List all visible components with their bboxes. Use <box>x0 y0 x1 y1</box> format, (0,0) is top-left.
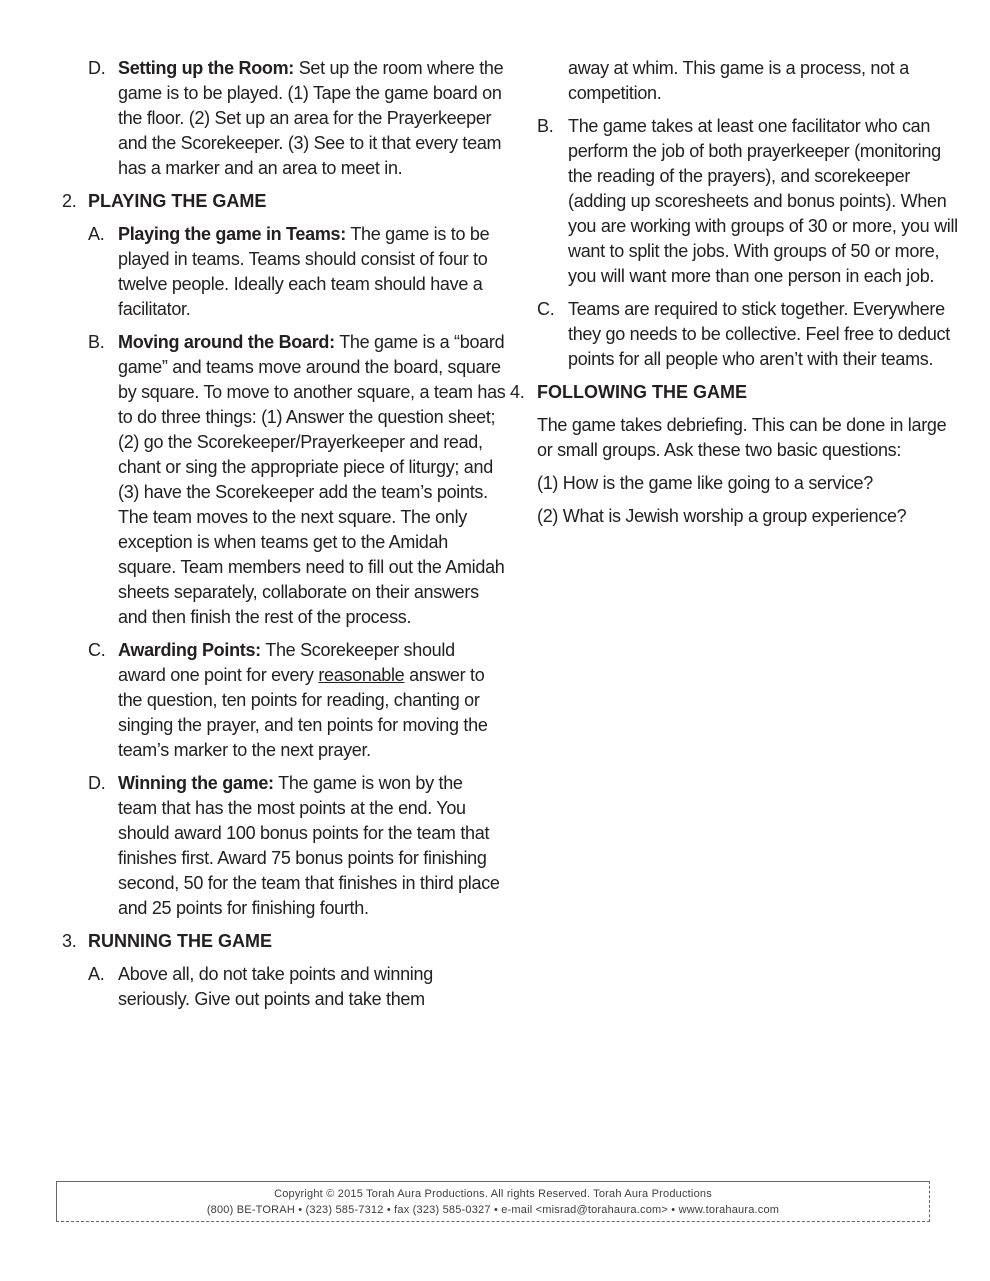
section-title: PLAYING THE GAME <box>88 191 267 211</box>
item-body <box>118 330 506 630</box>
item-marker: D. <box>88 58 106 78</box>
section-number: 2. <box>62 191 77 211</box>
item-body <box>118 962 506 1012</box>
item-label: Winning the game: <box>118 773 274 793</box>
section-number: 4. <box>510 382 525 402</box>
section-title: FOLLOWING THE GAME <box>537 382 747 402</box>
item-marker: B. <box>88 332 105 352</box>
section-number: 3. <box>62 931 77 951</box>
item-body <box>118 771 506 921</box>
item-marker: C. <box>88 640 106 660</box>
item-body <box>118 56 506 181</box>
list-item-playing-in-teams <box>62 222 506 322</box>
item-label: Playing the game in Teams: <box>118 224 346 244</box>
item-body <box>118 222 506 322</box>
footer-box <box>56 1181 930 1222</box>
item-marker: D. <box>88 773 106 793</box>
list-item-facilitator <box>510 114 958 289</box>
question-1: (1) How is the game like going to a service? <box>537 473 873 493</box>
item-text: The game is to be played in teams. Teams should consist of four to twelve people. Ideally each team should have a facilitator. <box>118 224 490 319</box>
item-text: The game is a “board game” and teams move around the board, square by square. To move to another square, a team has to do three things: (1) Answer the question sheet; (2) go the Scorekeeper/Prayerkeeper and read, chant or sing the appropriate piece of liturgy; and (3) have the Scorekeeper add the team’s points. The team moves to the next square. The only exception is when teams get to the Amidah square. Team members need to fill out the Amidah sheets separately, collaborate on their answers and then finish the rest of the process. <box>118 332 506 627</box>
item-text: Above all, do not take points and winning seriously. Give out points and take them <box>118 964 433 1009</box>
section-title: RUNNING THE GAME <box>88 931 272 951</box>
item-body <box>568 114 958 289</box>
continuation-paragraph: away at whim. This game is a process, not a competition. <box>568 58 909 103</box>
item-label: Setting up the Room: <box>118 58 294 78</box>
section-heading-running-the-game <box>62 929 506 954</box>
section-heading-following-the-game <box>510 380 958 405</box>
item-text: Set up the room where the game is to be played. (1) Tape the game board on the floor. (2) Set up an area for the Prayerkeeper and the Scorekeeper. (3) See to it that every team has a marker and an area to meet in. <box>118 58 504 178</box>
list-item-setting-up-room <box>62 56 506 181</box>
question-2: (2) What is Jewish worship a group experience? <box>537 506 907 526</box>
list-item-above-all <box>62 962 506 1012</box>
item-label: Moving around the Board: <box>118 332 335 352</box>
footer-contact-line: (800) BE-TORAH • (323) 585-7312 • fax (323) 585-0327 • e-mail <misrad@torahaura.com> • www.torahaura.com <box>206 1204 780 1216</box>
underlined-word: reasonable <box>318 665 405 685</box>
debriefing-paragraph: The game takes debriefing. This can be done in large or small groups. Ask these two basic questions: <box>537 415 947 460</box>
item-text: Teams are required to stick together. Everywhere they go needs to be collective. Feel free to deduct points for all people who aren’t with their teams. <box>568 299 950 369</box>
section-heading-playing-the-game <box>62 189 506 214</box>
item-text: The game takes at least one facilitator who can perform the job of both prayerkeeper (monitoring the reading of the prayers), and scorekeeper (adding up scoresheets and bonus points). When you are working with groups of 30 or more, you will want to split the jobs. With groups of 50 or more, you will want more than one person in each job. <box>568 116 958 286</box>
item-body <box>568 297 958 372</box>
item-body <box>118 638 506 763</box>
item-text: The game is won by the team that has the most points at the end. You should award 100 bonus points for the team that finishes first. Award 75 bonus points for finishing second, 50 for the team that finishes in third place and 25 points for finishing fourth. <box>118 773 500 918</box>
list-item-teams-stick-together <box>510 297 958 372</box>
item-text-after: answer to the question, ten points for reading, chanting or singing the prayer, and ten points for moving the team’s marker to the next prayer. <box>118 665 488 760</box>
list-item-awarding-points <box>62 638 506 763</box>
left-column <box>62 56 506 1020</box>
item-marker: B. <box>537 116 554 136</box>
item-label: Awarding Points: <box>118 640 261 660</box>
footer-copyright-line: Copyright © 2015 Torah Aura Productions. All rights Reserved. Torah Aura Productions <box>274 1188 712 1200</box>
list-item-moving-around-board <box>62 330 506 630</box>
item-text-before: The Scorekeeper should award one point for every <box>118 640 455 685</box>
item-marker: A. <box>88 964 105 984</box>
list-item-winning-the-game <box>62 771 506 921</box>
right-column <box>510 56 958 537</box>
item-marker: A. <box>88 224 105 244</box>
item-marker: C. <box>537 299 555 319</box>
